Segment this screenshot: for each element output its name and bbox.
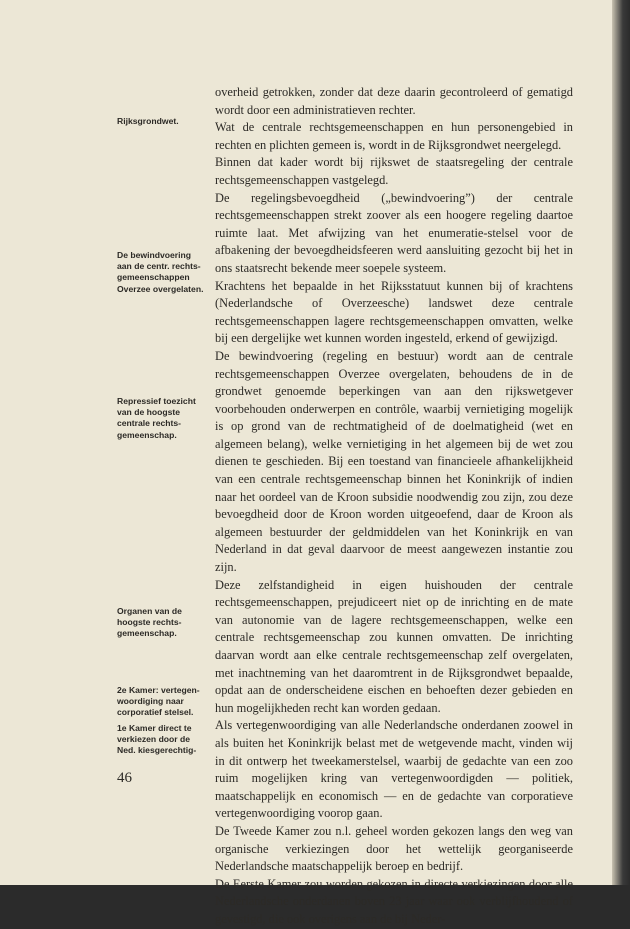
margin-note-line: centrale rechts- xyxy=(117,418,182,429)
margin-note-line: verkiezen door de xyxy=(117,734,191,745)
margin-note-line: gemeenschap. xyxy=(117,429,177,440)
margin-note-line: De bewindvoering xyxy=(117,250,192,260)
margin-note-line: Organen van de xyxy=(117,606,182,616)
margin-note-line: aan de centr. rechts- xyxy=(117,261,201,272)
margin-note-tweede-kamer xyxy=(117,685,217,719)
margin-note-line: Repressief toezicht xyxy=(117,396,196,406)
paragraph: De Eerste Kamer zou worden gekozen in directe verkiezingen door alle Nederlandsche onderdanen boven 23 jaar waar ook verblijfhoudend of gevestigd, die ook overigens aan de bij Neder- xyxy=(215,876,573,926)
paragraph: De Tweede Kamer zou n.l. geheel worden gekozen langs den weg van organische verkiezingen door het wettelijk georganiseerde Nederlandsche maatschappelijk beroep en bedrijf. xyxy=(215,823,573,874)
body-text xyxy=(215,84,573,929)
margin-note-line: woordiging naar xyxy=(117,696,184,707)
margin-note-line: gemeenschap. xyxy=(117,628,177,639)
margin-note-organen xyxy=(117,606,217,640)
margin-note-line: Ned. kiesgerechtig- xyxy=(117,745,197,756)
margin-note-eerste-kamer xyxy=(117,723,217,757)
margin-note-line: Overzee overgelaten. xyxy=(117,283,204,294)
margin-note-line: hoogste rechts- xyxy=(117,617,182,628)
margin-note-line: van de hoogste xyxy=(117,407,181,418)
margin-note-line: 1e Kamer direct te xyxy=(117,723,192,733)
paragraph: Als vertegenwoordiging van alle Nederlandsche onderdanen zoowel in als buiten het Koninkrijk belast met de wetgevende macht, vinden wij in dit ontwerp het tweekamerstelsel, waarbij de gedachte van een zoo ruim mogelijken kring van vertegenwoordigden — politiek, maatschappelijk en economisch — en de gedachte van corporatieve vertegenwoordiging voorop gaan. xyxy=(215,718,573,821)
margin-note-line: corporatief stelsel. xyxy=(117,707,194,718)
paragraph: overheid getrokken, zonder dat deze daarin gecontroleerd of gematigd wordt door een administratieven rechter. xyxy=(215,85,573,117)
paragraph: Binnen dat kader wordt bij rijkswet de staatsregeling der centrale rechtsgemeenschappen vastgelegd. xyxy=(215,155,573,187)
margin-note-bewindvoering xyxy=(117,250,217,295)
paragraph: Wat de centrale rechtsgemeenschappen en hun personengebied in rechten en plichten gemeen is, wordt in de Rijksgrondwet neergelegd. xyxy=(215,120,573,152)
margin-note-line: 2e Kamer: vertegen- xyxy=(117,685,200,695)
page-number: 46 xyxy=(117,770,132,786)
paragraph: De regelingsbevoegdheid („bewindvoering”) der centrale rechtsgemeenschappen strekt zoover als een hoogere regeling daartoe ruimte laat. Met afwijzing van het enumeratie-stelsel voor de afbakening der bevoegdheidsfeeren werd aansluiting gezocht bij het in ons staatsrecht bekende meer soepele systeem. xyxy=(215,190,573,275)
margin-note-line: gemeenschappen xyxy=(117,272,190,283)
paragraph: Krachtens het bepaalde in het Rijksstatuut kunnen bij of krachtens (Nederlandsche of Overzeesche) landswet deze centrale rechtsgemeenschappen lagere rechtsgemeenschappen omvatten, welke bij een dergelijke wet kunnen worden ingesteld, erkend of gewijzigd. xyxy=(215,278,573,346)
margin-note-repressief-toezicht xyxy=(117,396,217,441)
margin-note-line: Rijksgrondwet. xyxy=(117,116,179,126)
paragraph: Deze zelfstandigheid in eigen huishouden der centrale rechtsgemeenschappen, prejudiceert niet op de inrichting en de mate van autonomie van de lagere rechtsgemeenschappen, welke een centrale rechtsgemeenschap zou kunnen omvatten. De inrichting daarvan wordt aan elke centrale rechtsgemeenschap zelf overgelaten, met inachtneming van het daaromtrent in de Rijksgrondwet bepaalde, opdat aan de onderscheidene eischen en behoeften dezer gebieden en hun mogelijkheden recht kan worden gedaan. xyxy=(215,577,573,715)
page-edge xyxy=(612,0,630,885)
paragraph: De bewindvoering (regeling en bestuur) wordt aan de centrale rechtsgemeenschappen Overzee overgelaten, behoudens de in de grondwet genoemde beperkingen van aan den rijkswetgever voorbehouden onderwerpen en contrôle, waarbij vernietiging mogelijk is op grond van de rechtmatigheid of de doelmatigheid (wet en algemeen belang), welke vernietiging in het algemeen bij de wet zou dienen te geschieden. Bij een toestand van financieele afhankelijkheid van een centrale rechtsgemeenschap binnen het Koninkrijk of indien naar het oordeel van de Kroon subsidie noodwendig zou zijn, zou deze bevoegdheid door de Kroon worden uitgeoefend, daar de Kroon als algemeen bestuurder der geldmiddelen van het Koninkrijk en van Nederland in dat geval daarvoor de meest aangewezen instantie zou zijn. xyxy=(215,348,573,575)
margin-note-rijksgrondwet xyxy=(117,116,217,127)
